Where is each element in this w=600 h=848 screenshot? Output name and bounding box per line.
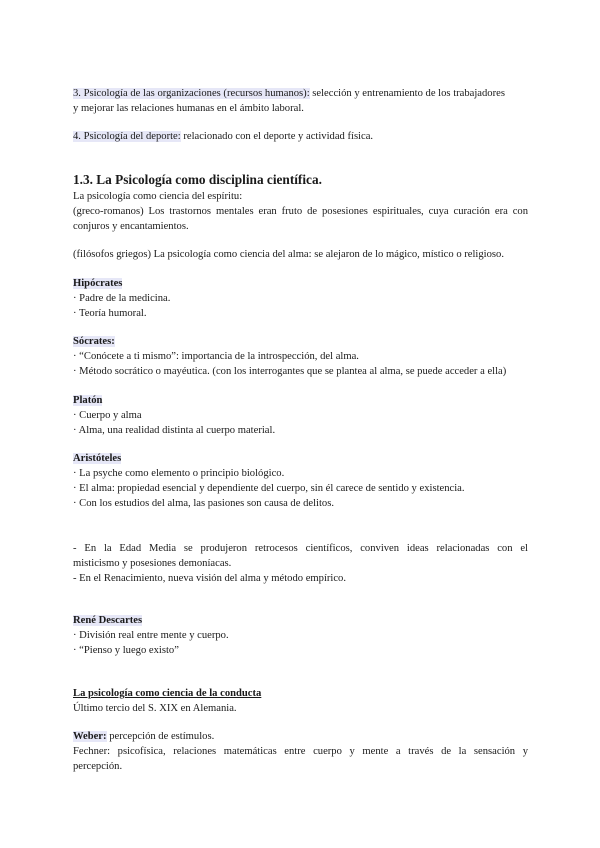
text-line: percepción. (73, 761, 123, 772)
list-item-org-psychology: 3. Psicología de las organizaciones (recursos humanos): selección y entrenamiento de los trabajadores (73, 88, 505, 99)
text-line: misticismo y posesiones demoníacas. (73, 558, 232, 569)
heading-socrates: Sócrates: (73, 336, 115, 347)
list-item: · Método socrático o mayéutica. (con los interrogantes que se plantea al alma, se puede acceder a ella) (73, 366, 507, 377)
highlight: Weber: (73, 731, 107, 742)
text-line-weber: Weber: percepción de estímulos. (73, 731, 215, 742)
list-item: · Padre de la medicina. (73, 293, 171, 304)
section-title: 1.3. La Psicología como disciplina científica. (73, 172, 322, 187)
text-line: (filósofos griegos) La psicología como ciencia del alma: se alejaron de lo mágico, místico o religioso. (73, 249, 504, 260)
highlight: 3. Psicología de las organizaciones (recursos humanos): (73, 88, 310, 99)
list-item: · Teoría humoral. (73, 308, 147, 319)
text-line: Fechner: psicofísica, relaciones matemáticas entre cuerpo y mente a través de la sensación y (73, 746, 528, 757)
highlight: 4. Psicología del deporte: (73, 131, 181, 142)
text-line: Último tercio del S. XIX en Alemania. (73, 703, 237, 714)
list-item: · “Conócete a ti mismo”: importancia de la introspección, del alma. (73, 351, 359, 362)
list-item: · División real entre mente y cuerpo. (73, 630, 229, 641)
text-line: La psicología como ciencia del espíritu: (73, 191, 243, 202)
list-item: · Con los estudios del alma, las pasiones son causa de delitos. (73, 498, 334, 509)
heading-aristoteles: Aristóteles (73, 453, 122, 464)
heading-conducta: La psicología como ciencia de la conducta (73, 688, 262, 699)
list-item: · Cuerpo y alma (73, 410, 142, 421)
list-item: · La psyche como elemento o principio biológico. (73, 468, 285, 479)
list-item-sport-psychology: 4. Psicología del deporte: relacionado con el deporte y actividad física. (73, 131, 374, 142)
text-line: conjuros y encantamientos. (73, 221, 189, 232)
heading-hipocrates: Hipócrates (73, 278, 123, 289)
text-line: (greco-romanos) Los trastornos mentales eran fruto de posesiones espirituales, cuya curación era con (73, 206, 528, 217)
list-item: · “Pienso y luego existo” (73, 645, 179, 656)
list-item: · El alma: propiedad esencial y dependiente del cuerpo, sin él carece de sentido y existencia. (73, 483, 465, 494)
text-line: - En el Renacimiento, nueva visión del alma y método empírico. (73, 573, 347, 584)
heading-descartes: René Descartes (73, 615, 143, 626)
list-item: · Alma, una realidad distinta al cuerpo material. (73, 425, 276, 436)
text-line: y mejorar las relaciones humanas en el ámbito laboral. (73, 103, 304, 114)
heading-platon: Platón (73, 395, 103, 406)
text-line: - En la Edad Media se produjeron retrocesos científicos, conviven ideas relacionadas con el (73, 543, 528, 554)
